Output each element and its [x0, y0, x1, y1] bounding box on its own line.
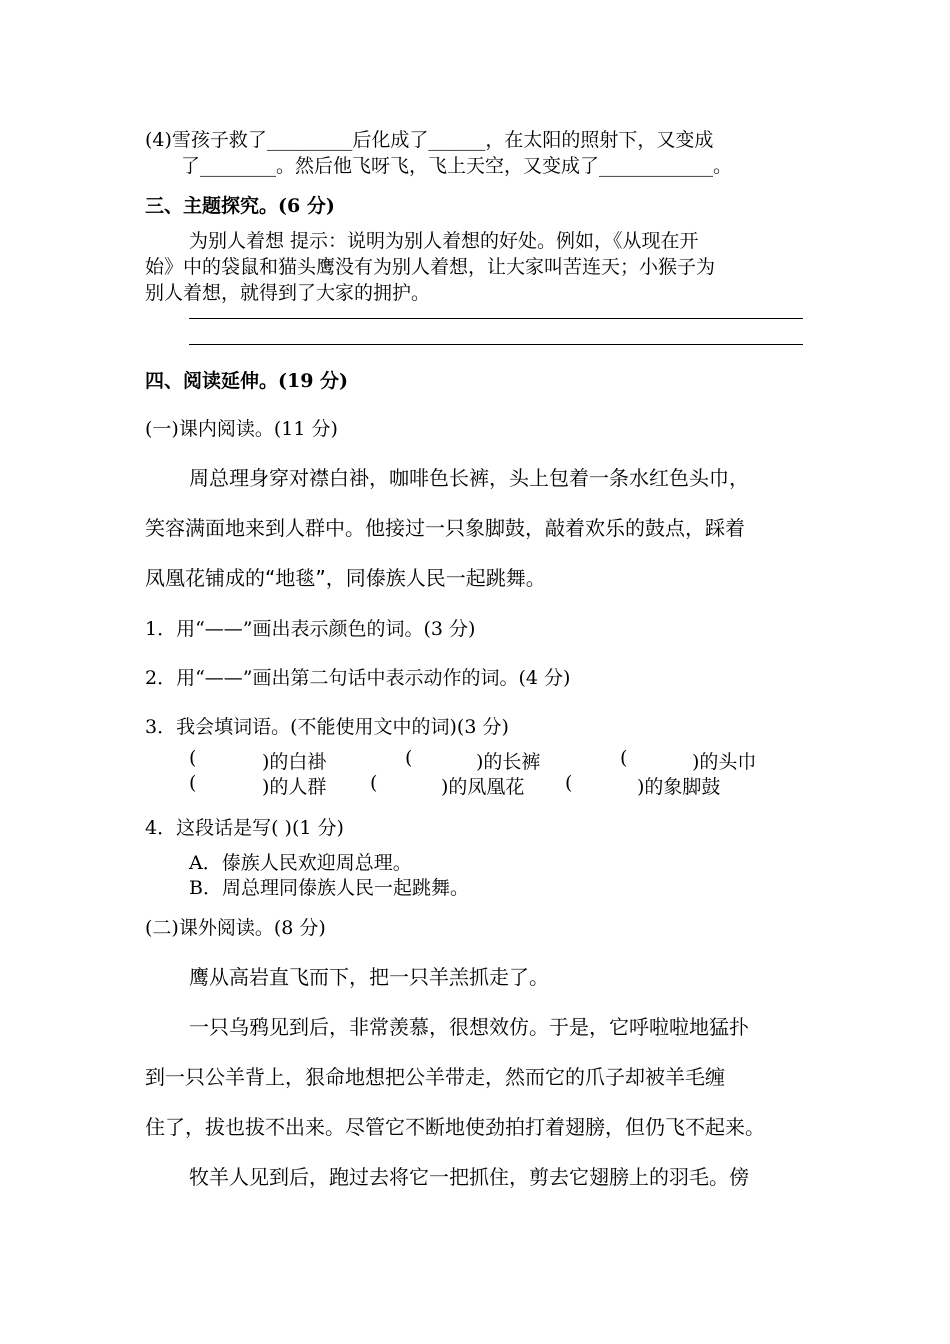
- fill-blank-open: (: [405, 747, 413, 769]
- part1-passage-line: 笑容满面地来到人群中。他接过一只象脚鼓，敲着欢乐的鼓点，踩着: [145, 516, 745, 540]
- part1-passage-line: 周总理身穿对襟白褂，咖啡色长裤，头上包着一条水红色头巾，: [189, 466, 749, 490]
- part2-passage-line: 到一只公羊背上，狠命地想把公羊带走，然而它的爪子却被羊毛缠: [145, 1065, 725, 1089]
- part1-heading: (一)课内阅读。(11 分): [145, 418, 338, 440]
- option-a: A．傣族人民欢迎周总理。: [189, 852, 412, 874]
- part2-passage-line: 牧羊人见到后，跑过去将它一把抓住，剪去它翅膀上的羽毛。傍: [189, 1165, 749, 1189]
- option-b: B．周总理同傣族人民一起跳舞。: [189, 877, 469, 899]
- fill-blank-close: )的长裤: [476, 751, 541, 773]
- fill-blank-close: )的人群: [262, 776, 327, 798]
- section3-prompt-line2: 始》中的袋鼠和猫头鹰没有为别人着想，让大家叫苦连天；小猴子为: [145, 256, 716, 278]
- section3-prompt-line1: 为别人着想 提示：说明为别人着想的好处。例如，《从现在开: [189, 230, 699, 252]
- fill-blank-close: )的头巾: [692, 751, 757, 773]
- fill-blank-open: (: [189, 747, 197, 769]
- part2-heading: (二)课外阅读。(8 分): [145, 917, 326, 939]
- answer-line-2: [189, 344, 803, 345]
- q4-line1: (4)雪孩子救了_________后化成了______，在太阳的照射下，又变成: [145, 129, 714, 151]
- fill-blank-close: )的象脚鼓: [637, 776, 721, 798]
- fill-blank-close: )的白褂: [262, 751, 327, 773]
- part2-passage-line: 鹰从高岩直飞而下，把一只羊羔抓走了。: [189, 965, 549, 989]
- part2-passage-line: 一只乌鸦见到后，非常羡慕，很想效仿。于是，它呼啦啦地猛扑: [189, 1015, 749, 1039]
- part1-question-3: 3．我会填词语。(不能使用文中的词)(3 分): [145, 716, 509, 738]
- section3-prompt-line3: 别人着想，就得到了大家的拥护。: [145, 282, 431, 304]
- part1-question-4: 4．这段话是写( )(1 分): [145, 817, 344, 839]
- part1-question-2: 2．用“——”画出第二句话中表示动作的词。(4 分): [145, 667, 571, 689]
- section4-heading: 四、阅读延伸。(19 分): [145, 370, 349, 392]
- fill-blank-open: (: [189, 772, 197, 794]
- part1-passage-line: 凤凰花铺成的“地毯”，同傣族人民一起跳舞。: [145, 566, 546, 590]
- section3-heading: 三、主题探究。(6 分): [145, 195, 335, 217]
- answer-line-1: [189, 318, 803, 319]
- fill-blank-open: (: [370, 772, 378, 794]
- part1-question-1: 1．用“——”画出表示颜色的词。(3 分): [145, 618, 476, 640]
- fill-blank-open: (: [565, 772, 573, 794]
- q4-line2: 了________。然后他飞呀飞，飞上天空，又变成了____________。: [181, 155, 733, 177]
- fill-blank-open: (: [620, 747, 628, 769]
- part2-passage-line: 住了，拔也拔不出来。尽管它不断地使劲拍打着翅膀，但仍飞不起来。: [145, 1115, 765, 1139]
- fill-blank-close: )的凤凰花: [441, 776, 525, 798]
